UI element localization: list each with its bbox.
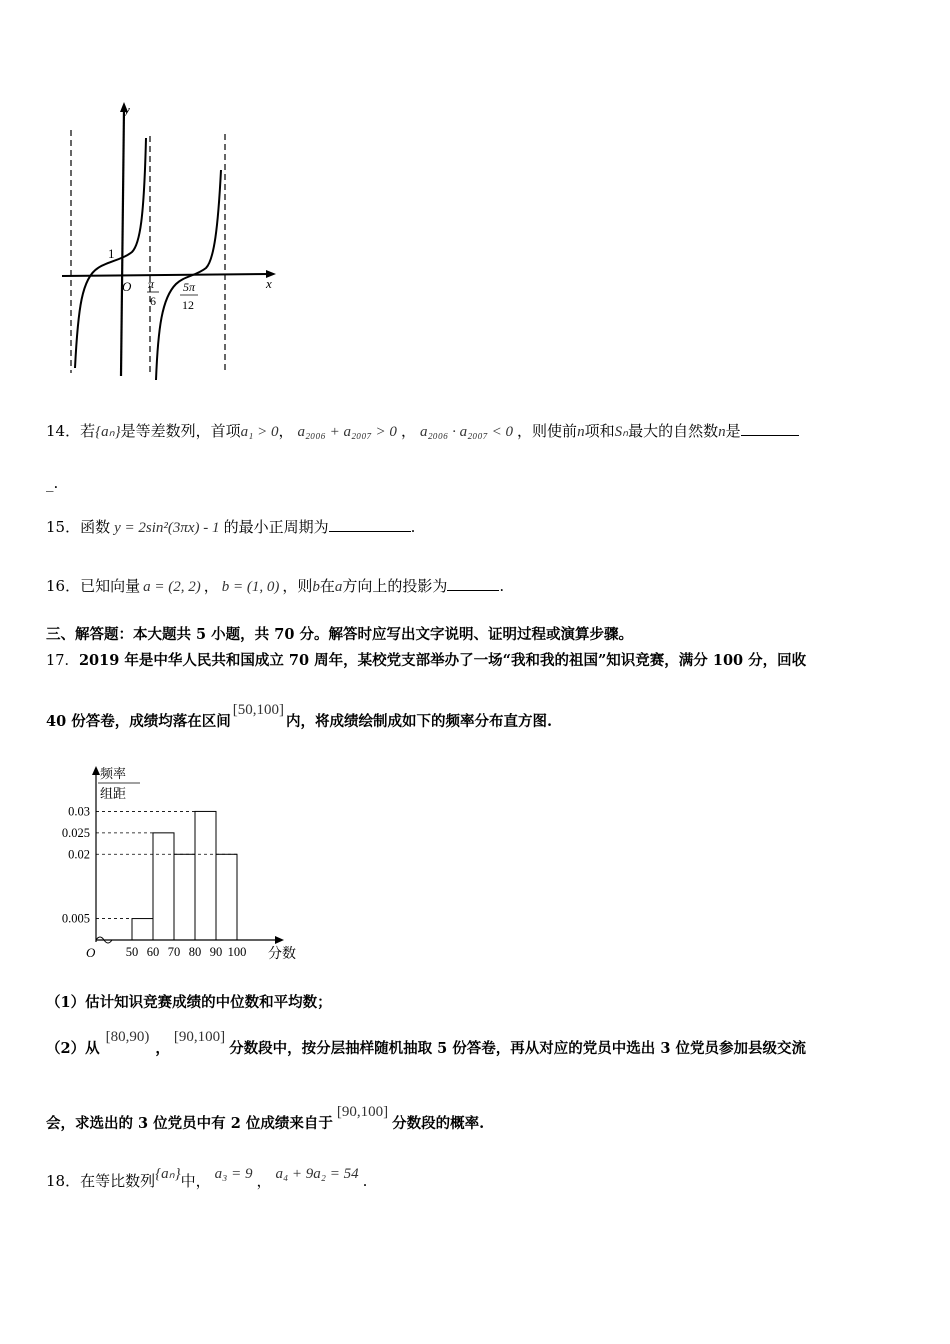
- q17-text-1: 2019 年是中华人民共和国成立 70 周年，某校党支部举办了一场“我和我的祖国”知识竞赛，满分 100 分，回收: [78, 652, 807, 669]
- question-17-line-1: [46, 649, 806, 670]
- q16-text-2: ，则: [282, 577, 313, 595]
- q14-text-6: 是: [725, 422, 741, 440]
- q18-sequence: {aₙ}: [155, 1166, 181, 1182]
- q16-a: a: [334, 579, 343, 595]
- q14-text-5: 最大的自然数: [628, 422, 719, 440]
- question-18: [46, 1166, 368, 1191]
- q14-text-3: ，则使前: [517, 422, 578, 440]
- 5pi-12-denominator: 12: [182, 298, 194, 312]
- q15-formula: y = 2sin²(3πx) - 1: [114, 520, 220, 536]
- question-16: [46, 575, 504, 596]
- q17-number: 17．: [46, 653, 79, 669]
- hist-x-tick-50: 50: [125, 945, 139, 959]
- q17-part-2-line-1: [46, 1029, 806, 1058]
- q17-text-3: 内，将成绩绘制成如下的频率分布直方图.: [285, 713, 553, 730]
- q17-part-2-text-1: （2）从: [46, 1040, 100, 1057]
- q18-text-1: 在等比数列: [80, 1172, 156, 1190]
- hist-origin: O: [86, 945, 96, 960]
- q15-end: .: [410, 518, 416, 536]
- q17-interval: [50,100]: [232, 702, 284, 718]
- q15-text-2: 的最小正周期为: [223, 518, 329, 536]
- q14-condition-1: a₁ > 0: [240, 424, 279, 440]
- q17-part-2-sep: ，: [155, 1040, 170, 1057]
- q14-n-2: n: [718, 424, 726, 440]
- question-15: [46, 516, 415, 537]
- hist-x-tick-60: 60: [146, 945, 160, 959]
- tangent-graph: [40, 98, 290, 388]
- q14-text-1: 若: [80, 422, 96, 440]
- hist-ylabel-top: 频率: [100, 766, 127, 781]
- q14-tail: _.: [46, 474, 59, 492]
- one-label: 1: [108, 246, 115, 261]
- q14-sn: Sₙ: [614, 424, 629, 440]
- q16-number: 16．: [46, 577, 81, 595]
- q18-condition-1: a₃ = 9: [214, 1166, 253, 1182]
- hist-x-tick-80: 80: [188, 945, 202, 959]
- q17-interval-90-100-b: [90,100]: [336, 1104, 389, 1120]
- q16-sep: ，: [203, 577, 219, 595]
- hist-x-arrow: [275, 936, 284, 944]
- hist-bar-4: [195, 811, 216, 940]
- x-label: x: [266, 276, 272, 291]
- hist-y-tick-0.02: 0.02: [68, 847, 90, 862]
- q18-condition-2: a₄ + 9a₂ = 54: [275, 1166, 359, 1182]
- q16-b: b: [312, 579, 320, 595]
- hist-bar-3: [174, 854, 195, 940]
- q14-text-4: 项和: [584, 422, 615, 440]
- q18-sep: ，: [256, 1172, 272, 1190]
- q17-text-2: 40 份答卷，成绩均落在区间: [46, 713, 231, 730]
- q16-text-4: 方向上的投影为: [342, 577, 448, 595]
- hist-xlabel: 分数: [268, 947, 296, 962]
- q16-text-3: 在: [319, 577, 335, 595]
- hist-bar-2: [153, 833, 174, 940]
- pi-6-denominator: 6: [150, 294, 156, 308]
- q14-sep-1: ，: [278, 422, 294, 440]
- hist-x-tick-90: 90: [209, 945, 223, 959]
- pi-6-numerator: π: [148, 277, 155, 291]
- hist-y-tick-0.005: 0.005: [61, 911, 90, 926]
- q17-part-1: （1）估计知识竞赛成绩的中位数和平均数；: [46, 994, 332, 1011]
- y-label: y: [124, 102, 130, 117]
- q14-condition-2: a₂₀₀₆ + a₂₀₀₇ > 0: [297, 424, 397, 440]
- y-axis: [121, 108, 124, 376]
- q14-number: 14．: [46, 422, 81, 440]
- q17-part-2-text-2: 分数段中，按分层抽样随机抽取 5 份答卷，再从对应的党员中选出 3 位党员参加县级交流: [229, 1040, 806, 1057]
- question-17-line-2: [46, 702, 553, 731]
- q17-part-2-text-3: 会，求选出的 3 位党员中有 2 位成绩来自于: [46, 1115, 333, 1132]
- hist-bar-5: [216, 854, 237, 940]
- q16-text-1: 已知向量: [80, 577, 141, 595]
- q16-vector-a: a = (2, 2): [143, 579, 201, 595]
- q15-number: 15．: [46, 518, 81, 536]
- q18-number: 18．: [46, 1172, 81, 1190]
- q18-text-2: 中，: [180, 1172, 211, 1190]
- hist-bar-1: [132, 919, 153, 940]
- 5pi-12-numerator: 5π: [183, 280, 196, 294]
- q14-condition-3: a₂₀₀₆ · a₂₀₀₇ < 0: [419, 424, 514, 440]
- q18-end: .: [362, 1172, 368, 1190]
- q16-answer-blank[interactable]: [447, 590, 499, 591]
- origin-label: O: [122, 279, 132, 294]
- hist-x-tick-100: 100: [227, 945, 247, 959]
- q17-part-2-line-2: [46, 1104, 485, 1133]
- hist-y-tick-0.03: 0.03: [68, 804, 90, 819]
- q14-sequence: {aₙ}: [95, 424, 121, 440]
- hist-ylabel-bottom: 组距: [100, 786, 127, 801]
- hist-y-tick-0.025: 0.025: [61, 825, 90, 840]
- q16-vector-b: b = (1, 0): [221, 579, 280, 595]
- x-axis: [62, 274, 272, 276]
- q14-text-2: 是等差数列，首项: [120, 422, 241, 440]
- q16-end: .: [499, 577, 505, 595]
- q17-part-2-text-4: 分数段的概率.: [392, 1115, 485, 1132]
- q15-answer-blank[interactable]: [329, 531, 411, 532]
- hist-x-tick-70: 70: [167, 945, 181, 959]
- section-3-heading: 三、解答题：本大题共 5 小题，共 70 分。解答时应写出文字说明、证明过程或演算步骤。: [46, 626, 633, 643]
- q14-sep-2: ，: [400, 422, 416, 440]
- question-14: [46, 420, 799, 441]
- q17-interval-80-90: [80,90): [105, 1029, 150, 1045]
- q14-n-1: n: [577, 424, 585, 440]
- hist-y-arrow: [92, 766, 100, 775]
- q17-interval-90-100: [90,100]: [173, 1029, 226, 1045]
- q14-answer-blank[interactable]: [741, 435, 799, 436]
- q15-text-1: 函数: [80, 518, 111, 536]
- frequency-histogram: [40, 760, 320, 970]
